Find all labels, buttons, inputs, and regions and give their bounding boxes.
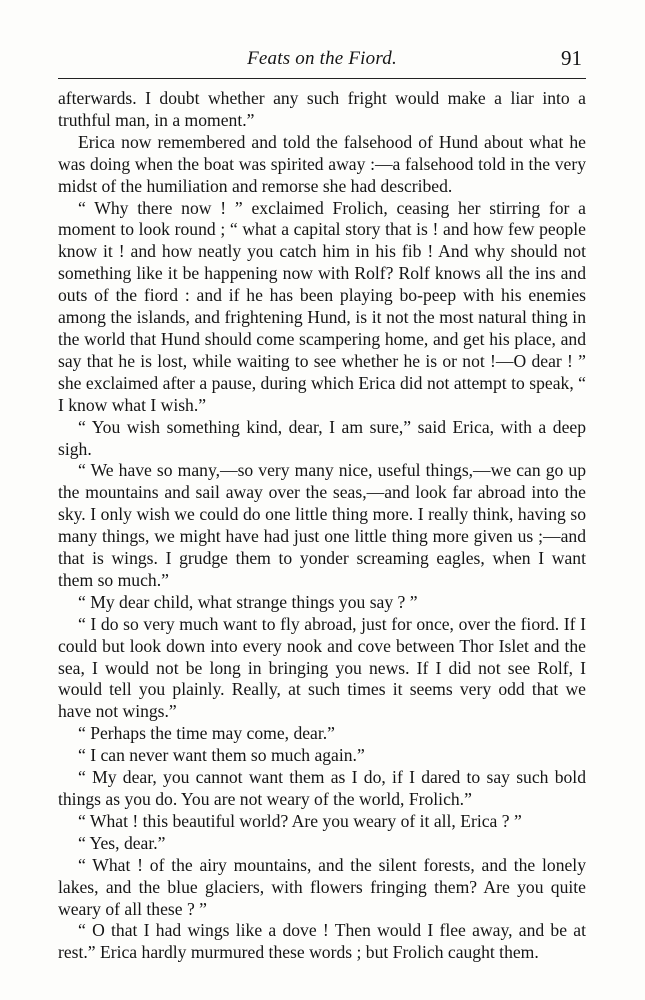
paragraph: “ My dear, you cannot want them as I do, if I dared to say such bold things as you do. You are not weary of the world, Frolich.” — [58, 767, 586, 809]
paragraph: Erica now remembered and told the falsehood of Hund about what he was doing when the boat was spirited away :—a falsehood told in the very midst of the humiliation and remorse she had described. — [58, 131, 586, 196]
page-number: 91 — [561, 46, 582, 70]
paragraph: “ Yes, dear.” — [78, 832, 166, 853]
paragraph: “ I can never want them so much again.” — [78, 745, 365, 766]
paragraph: “ O that I had wings like a dove ! Then would I flee away, and be at rest.” Erica hardly murmured these words ; but Frolich caught them. — [58, 920, 586, 963]
paragraph: “ You wish something kind, dear, I am sure,” said Erica, with a deep sigh. — [58, 416, 586, 459]
running-title: Feats on the Fiord. — [247, 48, 397, 69]
paragraph: “ We have so many,—so very many nice, useful things,—we can go up the mountains and sail away over the seas,—and look far abroad into the sky. I only wish we could do one little thing more. I really think, having so many things, we might have had just one little thing more given us ;—and that is wings. I grudge them to yonder screaming eagles, when I want them so much.” — [58, 460, 586, 590]
header-rule — [58, 78, 586, 79]
paragraph: “ What ! this beautiful world? Are you weary of it all, Erica ? ” — [78, 810, 522, 831]
page-body — [58, 88, 586, 964]
paragraph: “ Why there now ! ” exclaimed Frolich, ceasing her stirring for a moment to look round ; “ what a capital story that is ! and how few people know it ! and how neatly you catch him in his fib ! And why should not something like it be happening now with Rolf? Rolf knows all the ins and outs of the fiord : and if he has been playing bo-peep with his enemies among the islands, and frightening Hund, is it not the most natural thing in the world that Hund should come scampering home, and get his place, and say that he is lost, while waiting to see whether he is or not !—O dear ! ” she exclaimed after a pause, during which Erica did not attempt to speak, “ I know what I wish.” — [58, 197, 586, 415]
paragraph: “ Perhaps the time may come, dear.” — [78, 723, 335, 744]
paragraph: “ My dear child, what strange things you say ? ” — [78, 591, 418, 612]
page-header — [58, 46, 586, 76]
paragraph: “ What ! of the airy mountains, and the silent forests, and the lonely lakes, and the blue glaciers, with flowers fringing them? Are you quite weary of all these ? ” — [58, 854, 586, 919]
paragraph: “ I do so very much want to fly abroad, just for once, over the fiord. If I could but look down into every nook and cove between Thor Islet and the sea, I would not be long in bringing you news. If I did not see Rolf, I would tell you plainly. Really, at such times it seems very odd that we have not wings.” — [58, 613, 586, 722]
paragraph: afterwards. I doubt whether any such fright would make a liar into a truthful man, in a moment.” — [58, 88, 586, 130]
